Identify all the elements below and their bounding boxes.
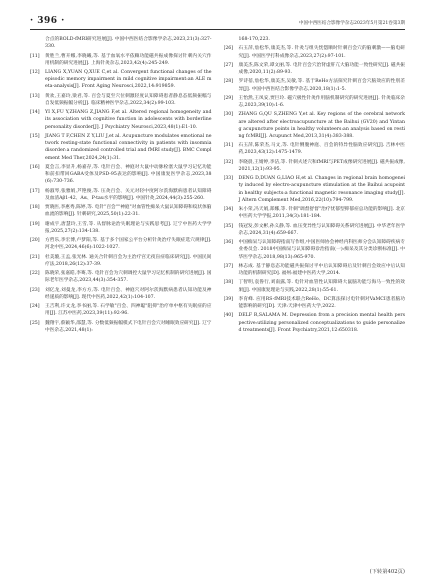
right-column <box>224 36 406 563</box>
reference-number: [31] <box>223 143 234 149</box>
reference-entry <box>224 239 406 261</box>
reference-text: ZHANG G,QU S,ZHENG Y,et al. Key regions of the cerebral network are altered after electroacupuncture at the Baihui (GV20) and Yintang acupuncture points in healthy volunteers:an analysis based on resting fcMRI[J]. Acupunct Med,2013,31(4):383-388. <box>238 112 405 139</box>
reference-text: 丁智明,袁鲁行,刘南露,等. 电针对血管性认知障碍大鼠脑功能与海马一致性的效果[J]. 中国康复理论与实践,2022,28(1):55-61. <box>238 280 405 293</box>
reference-number: [40] <box>223 313 234 319</box>
reference-entry <box>224 206 406 220</box>
reference-text: 王怡然,王凤安,贾巨玲. 磁穴极性针灸作用脑机制研究的研究进展[J]. 针灸临床杂志,2023,39(10):1-6. <box>238 95 405 108</box>
reference-entry <box>30 303 212 317</box>
reference-entry <box>224 223 406 237</box>
reference-entry <box>224 279 406 293</box>
reference-text: JIANG T F,CHEN Z Y,LIU J,et al. Acupuncture modulates emotional network resting-state functional connectivity in patients with insomnia disorder:a randomized controlled trial and fMRI study[J]. BMC Complement Med Ther,2024,24(1):31. <box>45 133 212 161</box>
reference-number: [17] <box>30 188 40 194</box>
reference-entry <box>30 221 212 235</box>
reference-text: 方哲乐,李宏博,卢梦阳,等. 基于多个国家公平台分析针灸治疗失眠症选穴规律[J]. 河北中医,2024,46(6):1022-1027. <box>45 238 212 251</box>
reference-entry <box>224 142 406 156</box>
reference-entry <box>30 93 212 107</box>
reference-continuation: 合点的BOLD-fMRI研究进展[J]. 中国中西医结合影像学杂志,2023,21(3):327-330. <box>45 37 212 50</box>
reference-number: [19] <box>30 221 40 227</box>
reference-entry <box>30 320 212 334</box>
reference-text: 石玉萍,陈荣杰,马文,等. 电针侧腹神庭、百会的特异性脑效应研究[J]. 吉林中医药,2023,43(12):1475-1479. <box>238 143 405 156</box>
journal-title: 中国中西医结合影像学杂志2023年5月第21卷第3期 <box>298 21 405 26</box>
reference-number: [12] <box>30 70 40 75</box>
reference-number: [32] <box>223 159 234 165</box>
reference-number: [30] <box>223 112 234 118</box>
reference-number: [36] <box>223 240 234 246</box>
reference-text: LIANG X,YUAN Q,XUE C,et al. Convergent functional changes of the episodic memory impairment in mild cognitive impairment:an ALE meta-analysis[J]. Front Aging Neurosci,2022,14:919859. <box>45 70 212 90</box>
reference-text: 夏会言,李显升,杨嘉存,等. 电针百会、神庭对大鼠中动脉栓塞大鼠学习记忆功能和前扣带回GABA受体及PSD-95表达的影响[J]. 中国康复医学杂志,2023,38(6):730-736. <box>45 164 212 185</box>
reference-entry <box>30 287 212 301</box>
reference-number: [28] <box>223 79 234 85</box>
reference-text: 杨淑琴,张雅娟,芦艳俊,等. 压灸百会、关元对轻中度阿尔茨海默病患者认知障碍及血清Aβ1-42、Aα、P-tau水平的影响[J]. 中国针灸,2024,44(3):255-260. <box>45 188 212 201</box>
reference-text: YI X,FU Y,ZHANG Z,JIANG F,et al. Altered regional homogeneity and its association with cognitive function in adolescents with borderline personality disorder[J]. J Psychiatry Neurosci,2023,48(1):E1-10. <box>45 110 212 130</box>
reference-entry <box>224 111 406 140</box>
reference-entry <box>30 270 212 284</box>
reference-number: [26] <box>223 46 234 52</box>
reference-text: 黄欢,王嘉玲,梁君,等. 百会与夏至穴位刺激轻度认知障碍患者静息态低频振幅与自发低频振幅分析[J]. 临床精神医学杂志,2022,34(2):99-103. <box>45 93 212 106</box>
reference-text: 朱小荣,冯天娟,郑娜,等. 针刺"调督舒督"治疗忧郁型抑郁症总功能的影响[J]. 北京中医药大学学报,2011,34(3):181-184. <box>238 207 405 220</box>
reference-text: 王吉利,许文龙,李书丽,等. 石学敏"百会、四神聪"阻抑"治疗单中枢有失眠症的应用[J]. 江苏中医药,2023,39(11):92-96. <box>45 304 212 317</box>
reference-text: 林志成. 基于静息态功能磁共振探讨平中后认知障碍后及针刺百会效应中后认知功能的机制研究[D]. 福州:福建中医药大学,2014. <box>238 263 405 277</box>
running-header <box>30 10 405 30</box>
reference-text: 李育峰. 应用RS-fMRI技术联合ReHo、DC算法探讨电针刺对VaMCI患者脑功能影响的研究[D]. 天津:天津中医药大学,2022. <box>238 296 405 310</box>
reference-entry <box>30 53 212 67</box>
reference-entry <box>224 78 406 92</box>
reference-entry <box>30 109 212 131</box>
reference-number: [22] <box>30 271 40 277</box>
reference-number: [33] <box>223 176 234 182</box>
reference-text: 石玉萍,詹松华,康美杰,等. 针灸与组失恍惚顺时针刺百会穴的脑刺激——脑电研究[J]. 中国医学打科成像杂志,2023,27(2):97-101. <box>238 46 405 59</box>
reference-columns <box>30 36 405 563</box>
page-number: · 396 · <box>30 16 65 26</box>
reference-number: [11] <box>30 53 40 59</box>
reference-text: 陈晓荣,张嘉皓,李骞,等. 电针百会为穴刺调控大鼠学习记忆机制的研究进展[J]. 国际老年医学杂志,2023,44(3):354-357. <box>45 271 212 284</box>
reference-entry <box>224 45 406 59</box>
reference-number: [16] <box>30 164 40 170</box>
reference-text: 钱冠发,彭文彬,孙义静,等. 血压变异性与认知障碍关系研究进展[J]. 中华老年医学杂志,2024,31(4):659-667. <box>238 223 405 236</box>
reference-number: [24] <box>30 304 40 310</box>
left-column <box>30 36 212 563</box>
reference-entry <box>224 263 406 277</box>
reference-entry <box>30 188 212 202</box>
reference-number: [27] <box>223 62 234 68</box>
reference-entry <box>224 175 406 204</box>
reference-continuation: 168-170,223. <box>238 37 270 42</box>
reference-number: [14] <box>30 110 40 116</box>
reference-text: 魏翔宇,蔡颖华,邵慧,等. 分数低频振幅模式下电针百会穴对睡眠效应研究[J]. 辽宁中医杂志,2021,48(1): <box>45 320 212 333</box>
reference-number: [21] <box>30 254 40 260</box>
reference-number: [25] <box>30 320 40 326</box>
reference-number: [15] <box>30 133 40 139</box>
reference-number: [18] <box>30 205 40 211</box>
reference-text: 贾晓医,李惠秀,陈婷,等. 电针"百会""神庭"对血管性痴呆大鼠认知障碍和纹状体脑血流的影响[J]. 针刺研究,2025,50(1):22-31. <box>45 205 212 218</box>
reference-entry <box>224 95 406 109</box>
reference-text: 中国痴呆与认知障碍指南写作组,中国医师协会神经内科医师分会认知障碍疾病专业委员会. 2018中国痴呆与认知障碍诊治指南(一):痴呆及其分类诊断标准[J]. 中华医学杂志,2018,98(13):965-970. <box>238 240 405 260</box>
reference-entry <box>30 133 212 162</box>
reference-text: 刘亿龙,刘曼龙,李方方,等. 电针百会、神庭穴对阿尔茨海默病患者认知功能及神经递质的影响[J]. 现代中医药,2022,42(1):104-107. <box>45 287 212 300</box>
reference-number: [38] <box>223 280 234 286</box>
reference-number: [39] <box>223 296 234 302</box>
reference-number: [37] <box>223 263 234 269</box>
reference-number: [34] <box>223 207 234 213</box>
reference-entry <box>30 237 212 251</box>
reference-text: 谢成宇,唐慧玲,王雪,等. 从督脉论治失眠理论与实践思考[J]. 辽宁中医药大学学报,2025,27(2):134-138. <box>45 221 212 234</box>
reference-entry <box>224 159 406 173</box>
reference-number: [20] <box>30 238 40 244</box>
reference-number: [13] <box>30 93 40 99</box>
reference-entry <box>30 254 212 268</box>
reference-text: 康美杰,陈文荣,谭文丽,等. 电针百会穴治肾虚肝亢大脑功能一致性研究[J]. 磁共振成像,2020,11(2):89-93. <box>238 62 405 75</box>
reference-entry <box>224 296 406 310</box>
reference-text: 罗诗蓓,詹松华,康美杰,吴敏,等. 基于ReHo方法探究针刺百会穴脑效应的性别差异[J]. 中国中西医结合影像学杂志,2020,18(1):1-5. <box>238 79 405 92</box>
reference-text: 李晓晨,王婧婷,李洁,等. 针刺夫述穴和fMRI与PET成像研究进展[J]. 磁共振成像,2021,12(1):93-95. <box>238 159 405 172</box>
reference-number: [29] <box>223 95 234 101</box>
reference-text: DELF R,SALAMA M. Depression from a precision mental health perspective:utilizing personalized conceptualizations to guide personalized treatments[J]. Front Psychiatry,2021,12:650318. <box>238 313 405 333</box>
reference-text: 黄胜兰,曹开娜,李晓曦,等. 基于血氧水平依赖功能磁共振成像探讨针刺内关穴作用机制的研究进展[J]. 上海针灸杂志,2023,42(4):245-249. <box>45 53 212 66</box>
reference-number: [35] <box>223 223 234 229</box>
reference-entry <box>30 204 212 218</box>
reference-entry <box>30 69 212 91</box>
reference-number: [23] <box>30 287 40 293</box>
continued-note: (下转第402页) <box>369 569 405 575</box>
reference-entry <box>30 164 212 186</box>
reference-entry <box>224 312 406 334</box>
reference-text: 杜美璇,王孟,张光林. 通关合针刺百会为主治疗宫无夜盲症临床研究[J]. 中国民间疗法,2018,26(12):37-39. <box>45 254 212 267</box>
reference-text: DENG D,DUAN G,LIAO H,et al. Changes in regional brain homogeneity induced by electro-acupuncture stimulation at the Baihui acupoint in healthy subjects:a functional magnetic resonance imaging study[J]. J Altern Complement Med,2016,22(10):794-799. <box>238 176 405 203</box>
reference-entry <box>224 62 406 76</box>
